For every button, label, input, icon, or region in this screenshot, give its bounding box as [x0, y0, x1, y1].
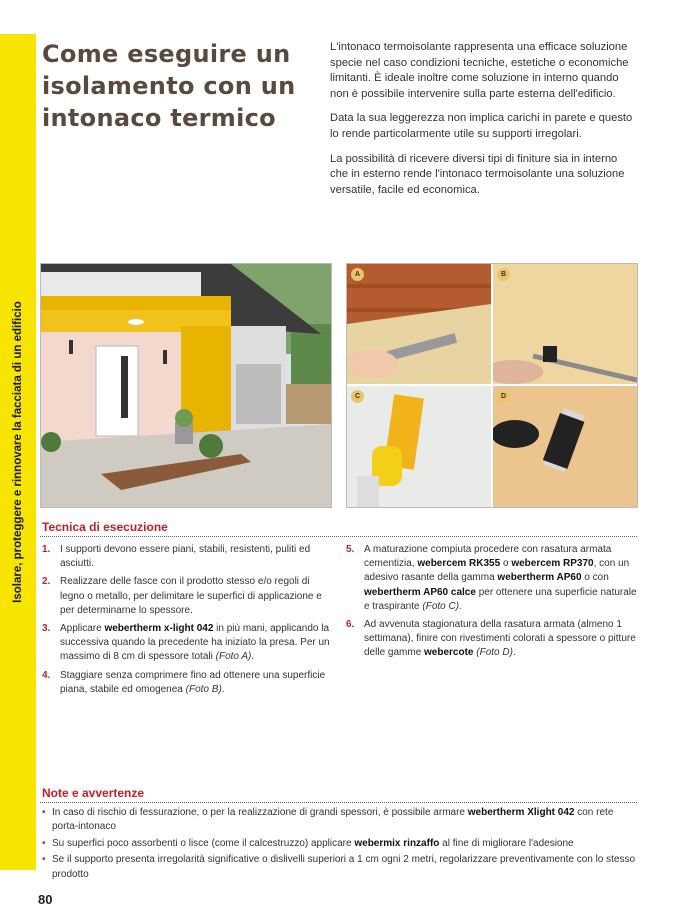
divider [40, 536, 637, 537]
text-run: (Foto C) [422, 600, 460, 612]
text-run: In caso di rischio di fessurazione, o per la realizzazione di grandi spessori, è possibile armare [52, 807, 468, 818]
bullet-icon: • [42, 837, 46, 849]
product-name: webertherm x-light 042 [104, 623, 214, 635]
photo-label-badge: C [351, 390, 364, 403]
text-run: (Foto D) [476, 647, 513, 659]
text-run: Su superfici poco assorbenti o lisce (come il calcestruzzo) applicare [52, 837, 355, 849]
text-run: in più mani, applicando la successiva quando la precedente ha iniziato la presa. Per un massimo di 8 cm di spessore totali [60, 623, 330, 663]
text-run: o [500, 558, 512, 570]
step-number: 3. [42, 623, 51, 635]
text-run: Ad avvenuta stagionatura della rasatura armata (almeno 1 settimana), finire con rivestimenti colorati a spessore o pitture delle gamme [364, 619, 636, 659]
text-run: , con un adesivo rasante della gamma [364, 558, 630, 584]
house-illustration [41, 264, 331, 507]
text-run: A maturazione compiuta procedere con rasatura armata cementizia, [364, 544, 612, 570]
steps-left-column [42, 543, 332, 701]
note-item [42, 837, 638, 851]
text-run: per ottenere una superficie naturale e traspirante [364, 586, 637, 612]
product-name: webercote [424, 647, 474, 659]
step-item [346, 543, 638, 614]
text-run: . [221, 683, 225, 695]
text-run: al fine di migliorare l'adesione [439, 837, 574, 849]
side-section-title: Isolare, proteggere e rinnovare la facciata di un edificio [12, 301, 24, 603]
step-item [42, 669, 332, 697]
product-name: webertherm Xlight 042 [467, 807, 575, 818]
intro-paragraph: Data la sua leggerezza non implica carichi in parete e questo lo rende particolarmente utile su supporti irregolari. [330, 112, 633, 140]
note-item [42, 806, 638, 835]
intro-paragraph: La possibilità di ricevere diversi tipi di finiture sia in interno che in esterno rende l'intonaco termoisolante una soluzione versatile, facile ed economica. [330, 152, 625, 196]
text-run: Staggiare senza comprimere fino ad ottenere una superficie piana, stabile ed omogenea [60, 669, 326, 695]
page-number: 80 [38, 892, 53, 907]
text-run: . [251, 651, 255, 663]
product-name: webercem RK355 [417, 558, 501, 570]
photo-label-badge: D [497, 390, 510, 403]
step-number: 1. [42, 544, 51, 555]
photo-b [493, 264, 637, 384]
steps-right-column [346, 543, 638, 665]
step-number: 5. [346, 544, 355, 555]
house-photo [40, 263, 332, 508]
text-run: con rete porta-intonaco [52, 807, 614, 833]
bullet-icon: • [42, 807, 46, 818]
step-item [346, 618, 638, 661]
product-name: webercem RP370 [511, 558, 594, 570]
page-title: Come eseguire un isolamento con un intonaco termico [42, 40, 296, 132]
product-name: webermix rinzaffo [354, 837, 440, 849]
process-photo-grid [346, 263, 638, 508]
intro-text [330, 40, 638, 207]
text-run: Applicare [60, 623, 105, 635]
text-run: o con [581, 572, 609, 584]
text-run: . [512, 647, 516, 659]
intro-paragraph: L'intonaco termoisolante rappresenta una efficace soluzione specie nel caso condizioni tecniche, estetiche o economiche limitanti. È ideale inoltre come soluzione in interno quando non è possibile intervenire sulla parte esterna dell'edificio. [330, 41, 629, 100]
step-item [42, 543, 332, 571]
step-number: 4. [42, 669, 51, 681]
text-run: Se il supporto presenta irregolarità significative o dislivelli superiori a 1 cm ogni 2 metri, regolarizzare preventivamente con lo stesso prodotto [52, 854, 636, 880]
photo-label-badge: A [351, 268, 364, 281]
step-number: 2. [42, 576, 51, 588]
execution-heading: Tecnica di esecuzione [42, 520, 168, 534]
product-name: webertherm AP60 calce [364, 586, 476, 598]
text-run: (Foto B) [185, 683, 222, 695]
notes-heading: Note e avvertenze [42, 786, 145, 800]
step-item [42, 622, 332, 665]
product-name: webertherm AP60 [497, 572, 582, 584]
text-run: . [459, 600, 462, 612]
text-run: (Foto A) [215, 651, 252, 663]
notes-list [42, 806, 638, 884]
text-run: I supporti devono essere piani, stabili, resistenti, puliti ed asciutti. [60, 544, 311, 570]
step-item [42, 575, 332, 618]
photo-a [347, 264, 491, 384]
bullet-icon: • [42, 854, 46, 866]
step-number: 6. [346, 619, 355, 631]
divider [40, 802, 637, 803]
photo-d [493, 386, 637, 507]
text-run: Realizzare delle fasce con il prodotto stesso e/o regoli di legno o metallo, per delimitare le superfici di applicazione e per determinarne lo spessore. [60, 576, 322, 616]
photo-label-badge: B [497, 268, 510, 281]
photo-c [347, 386, 491, 507]
note-item [42, 853, 638, 882]
